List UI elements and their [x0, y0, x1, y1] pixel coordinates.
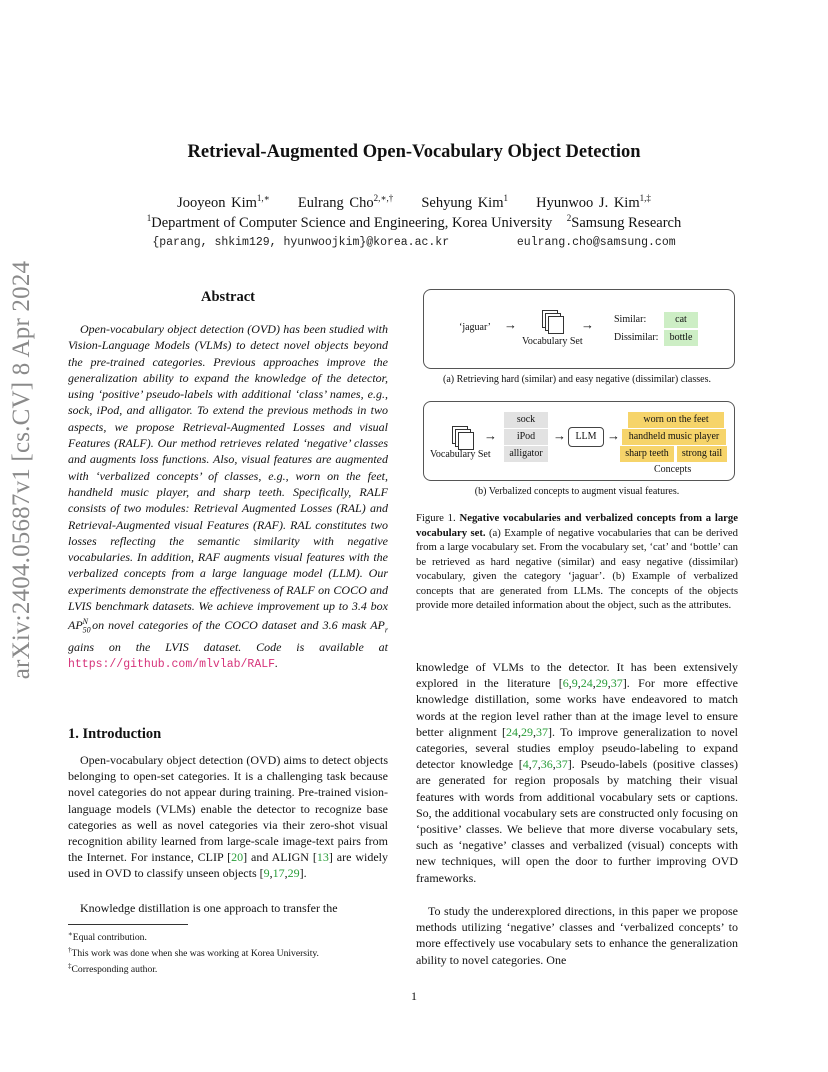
footnote-text: Corresponding author.	[71, 964, 158, 976]
citation-link[interactable]: 4	[522, 757, 529, 772]
author-sup: 2,∗,†	[373, 193, 394, 203]
concept-chip: worn on the feet	[628, 412, 724, 428]
citation-link[interactable]: 9	[571, 676, 578, 691]
affiliation: Samsung Research	[571, 214, 682, 231]
citation-link[interactable]: 37	[555, 757, 568, 772]
footnote	[68, 944, 388, 960]
author-sup: 1	[503, 193, 508, 203]
footnotes	[68, 928, 388, 977]
citation-link[interactable]: 9	[263, 866, 270, 881]
class-chip: iPod	[504, 429, 548, 445]
email: {parang, shkim129, hyunwoojkim}@korea.ac.kr	[152, 236, 450, 249]
footnote-rule	[68, 924, 188, 925]
concept-chip: strong tail	[677, 446, 727, 462]
citation-link[interactable]: 6	[562, 676, 569, 691]
class-chip: alligator	[504, 446, 548, 462]
paper-title: Retrieval-Augmented Open-Vocabulary Object Detection	[187, 142, 641, 162]
author-sup: 1,‡	[639, 193, 651, 203]
arrow-icon: →	[581, 317, 594, 332]
citation-link[interactable]: 29	[287, 866, 300, 881]
figure-caption-bold: Negative vocabularies and verbalized concepts from a large vocabulary set.	[416, 512, 739, 539]
arrow-icon: →	[504, 317, 517, 332]
text-run: ]. To improve generalization to novel categories, several studies employ pseudo-labeling to expand detector knowledge [	[416, 724, 738, 772]
arxiv-stamp: arXiv:2404.05687v1 [cs.CV] 8 Apr 2024	[8, 260, 35, 680]
concepts-label: Concepts	[654, 464, 692, 475]
citation-link[interactable]: 24	[506, 724, 519, 739]
figure-caption-text: (a) Example of negative vocabularies that can be derived from a large vocabulary set. From the vocabulary set, ‘cat’ and ‘bottle’ can be retrieved as hard negative (similar) and easy negative (dissimilar) vocabulary, given the category ‘jaguar’. (b) Example of verbalized concepts that are generated from LLMs. The concepts of the objects provide more detailed information about the object, such as the attributes.	[416, 526, 739, 611]
affil-sup: 1	[146, 213, 152, 223]
footnote	[68, 960, 388, 976]
citation-link[interactable]: 13	[316, 850, 329, 865]
abstract-text	[68, 321, 388, 674]
intro-heading: 1. Introduction	[68, 726, 162, 742]
body-paragraph: knowledge of VLMs to the detector. It has been extensively explored in the literature [6,9,24,29,37]. For more effective knowledge distillation, some works have endeavored to match words at the region level rather than at the image level to ensure better alignment [24,29,37]. To improve generalization to novel categories, several studies employ pseudo-labeling to expand detector knowledge [4,7,36,37]. Pseudo-labels (positive classes) are generated for region proposals by matching their visual features with words from additional vocabulary sets or captions. So, the additional vocabulary sets are constructed only focusing on ‘positive’ classes. We believe that more diverse vocabulary sets, such as ‘negative’ classes and verbalized (visual) concepts with new techniques, will open the door to further improving OVD frameworks.	[416, 660, 739, 885]
footnote	[68, 928, 388, 944]
page-number: 1	[411, 989, 417, 1003]
arrow-icon: →	[607, 428, 620, 443]
author-name: Eulrang Cho	[297, 194, 374, 211]
intro-paragraph-2: Knowledge distillation is one approach to transfer the	[80, 901, 338, 915]
affil-sup: 2	[566, 213, 572, 223]
author-name: Jooyeon Kim	[177, 194, 257, 211]
footnote-text: Equal contribution.	[72, 932, 147, 944]
intro-paragraph: Open-vocabulary object detection (OVD) aims to detect objects belonging to open-set categories. It is a challenging task because novel categories do not appear during training. Pre-trained vision-language models (VLMs) enable the detector to recognize base categories as well as novel categories via their zero-shot visual recognition ability learned from large-scale image-text pairs from the Internet. For instance, CLIP [20] and ALIGN [13] are widely used in OVD to classify unseen objects [9,17,29].	[68, 753, 389, 881]
citation-link[interactable]: 17	[272, 866, 285, 881]
author-name: Hyunwoo J. Kim	[536, 194, 640, 211]
abstract-body-3: gains on the LVIS dataset. Code is available at	[68, 640, 388, 655]
query-word: ‘jaguar’	[459, 322, 492, 333]
arrow-icon: →	[553, 428, 566, 443]
affiliation: Department of Computer Science and Engineering, Korea University	[151, 214, 553, 231]
concept-chip: sharp teeth	[620, 446, 674, 462]
affiliations	[0, 213, 828, 232]
text-run: ]. Pseudo-labels (positive classes) are generated for region proposals by matching their visual features with words from additional vocabulary sets or captions. So, the additional vocabulary sets are constructed only focusing on ‘positive’ classes. We believe that more diverse vocabulary sets, such as ‘negative’ classes and verbalized (visual) concepts with new techniques, will open the door to further improving OVD frameworks.	[416, 757, 739, 885]
emails	[0, 236, 828, 249]
vocab-set-label: Vocabulary Set	[522, 336, 583, 347]
concept-chip: handheld music player	[622, 429, 726, 445]
llm-box: LLM	[568, 427, 604, 447]
email: eulrang.cho@samsung.com	[516, 236, 676, 249]
text-run: ].	[299, 866, 307, 881]
author-sup: 1,∗	[256, 193, 270, 203]
vocabulary-stack-icon	[452, 426, 470, 444]
code-link[interactable]: https://github.com/mlvlab/RALF	[68, 658, 276, 672]
body-paragraph-2: To study the underexplored directions, in this paper we propose methods utilizing ‘negative’ classes and ‘verbalized concepts’ to more effectively use vocabulary sets to enhance the generalization ability to novel categories. One	[416, 904, 738, 967]
dissimilar-class-chip: bottle	[664, 330, 698, 346]
citation-link[interactable]: 37	[610, 676, 623, 691]
abstract-body-4: .	[275, 656, 279, 671]
footnote-text: This work was done when she was working at Korea University.	[71, 948, 319, 960]
author-name: Sehyung Kim	[421, 194, 504, 211]
dissimilar-label: Dissimilar:	[614, 332, 659, 343]
arrow-icon: →	[484, 428, 497, 443]
abstract-body-2: on novel categories of the COCO dataset and 3.6 mask AP	[88, 618, 385, 633]
author-list	[0, 193, 828, 212]
text-run: ] are widely used in OVD to classify unseen objects [	[68, 850, 389, 881]
ap-sub: 50	[82, 625, 91, 635]
citation-link[interactable]: 20	[231, 850, 244, 865]
figure-panel-b	[423, 401, 735, 481]
class-chip: sock	[504, 412, 548, 428]
citation-link[interactable]: 37	[536, 724, 549, 739]
text-run: Open-vocabulary object detection (OVD) aims to detect objects belonging to open-set categories. It is a challenging task because novel categories do not appear during training. Pre-trained vision-language models (VLMs) enable the detector to recognize base categories as well as novel categories via their zero-shot visual recognition ability learned from large-scale image-text pairs from the Internet. For instance, CLIP [	[68, 753, 388, 865]
ap-sup: N	[82, 617, 89, 627]
vocab-set-label: Vocabulary Set	[430, 449, 491, 460]
citation-link[interactable]: 29	[521, 724, 534, 739]
subcaption-b: (b) Verbalized concepts to augment visual features.	[474, 486, 680, 497]
footnote-mark: ‡	[68, 962, 72, 971]
text-run: ]. For more effective knowledge distillation, some works have endeavored to match words at the region level rather than at the image level to ensure better alignment [	[416, 676, 738, 739]
similar-class-chip: cat	[664, 312, 698, 328]
citation-link[interactable]: 36	[540, 757, 553, 772]
citation-link[interactable]: 24	[580, 676, 593, 691]
text-run: knowledge of VLMs to the detector. It has been extensively explored in the literature [	[416, 660, 738, 691]
text-run: ] and ALIGN [	[243, 850, 317, 865]
figure-caption	[416, 511, 738, 613]
abstract-heading: Abstract	[201, 289, 255, 305]
footnote-mark: †	[68, 946, 72, 955]
citation-link[interactable]: 29	[595, 676, 608, 691]
similar-label: Similar:	[614, 314, 647, 325]
figure-panel-a	[423, 289, 735, 369]
citation-link[interactable]: 7	[531, 757, 538, 772]
vocabulary-stack-icon	[542, 310, 560, 328]
subcaption-a: (a) Retrieving hard (similar) and easy negative (dissimilar) classes.	[443, 374, 711, 385]
abstract-body: Open-vocabulary object detection (OVD) has been studied with Vision-Language Models (VLMs) to detect novel objects beyond the pre-trained categories. Previous approaches improve the generalization ability to expand the knowledge of the detector, using ‘positive’ pseudo-labels with additional ‘class’ names, e.g., sock, iPod, and alligator. To extend the previous methods in two aspects, we propose Retrieval-Augmented Losses and visual Features (RALF). Our method retrieves related ‘negative’ classes and augments loss functions. Also, visual features are augmented with ‘verbalized concepts’ of classes, e.g., worn on the feet, handheld music player, and sharp teeth. Specifically, RALF consists of two modules: Retrieval Augmented Losses (RAL) and Retrieval-Augmented visual Features (RAF). RAL constitutes two losses reflecting the semantic similarity with negative vocabularies. In addition, RAF augments visual features with the verbalized concepts from a large language model (LLM). Our experiments demonstrate the effectiveness of RALF on COCO and LVIS benchmark datasets. We achieve improvement up to 3.4 box AP	[68, 322, 388, 633]
apr-sub: r	[384, 625, 388, 635]
footnote-mark: ∗	[68, 930, 73, 938]
figure-label: Figure 1.	[416, 512, 456, 524]
